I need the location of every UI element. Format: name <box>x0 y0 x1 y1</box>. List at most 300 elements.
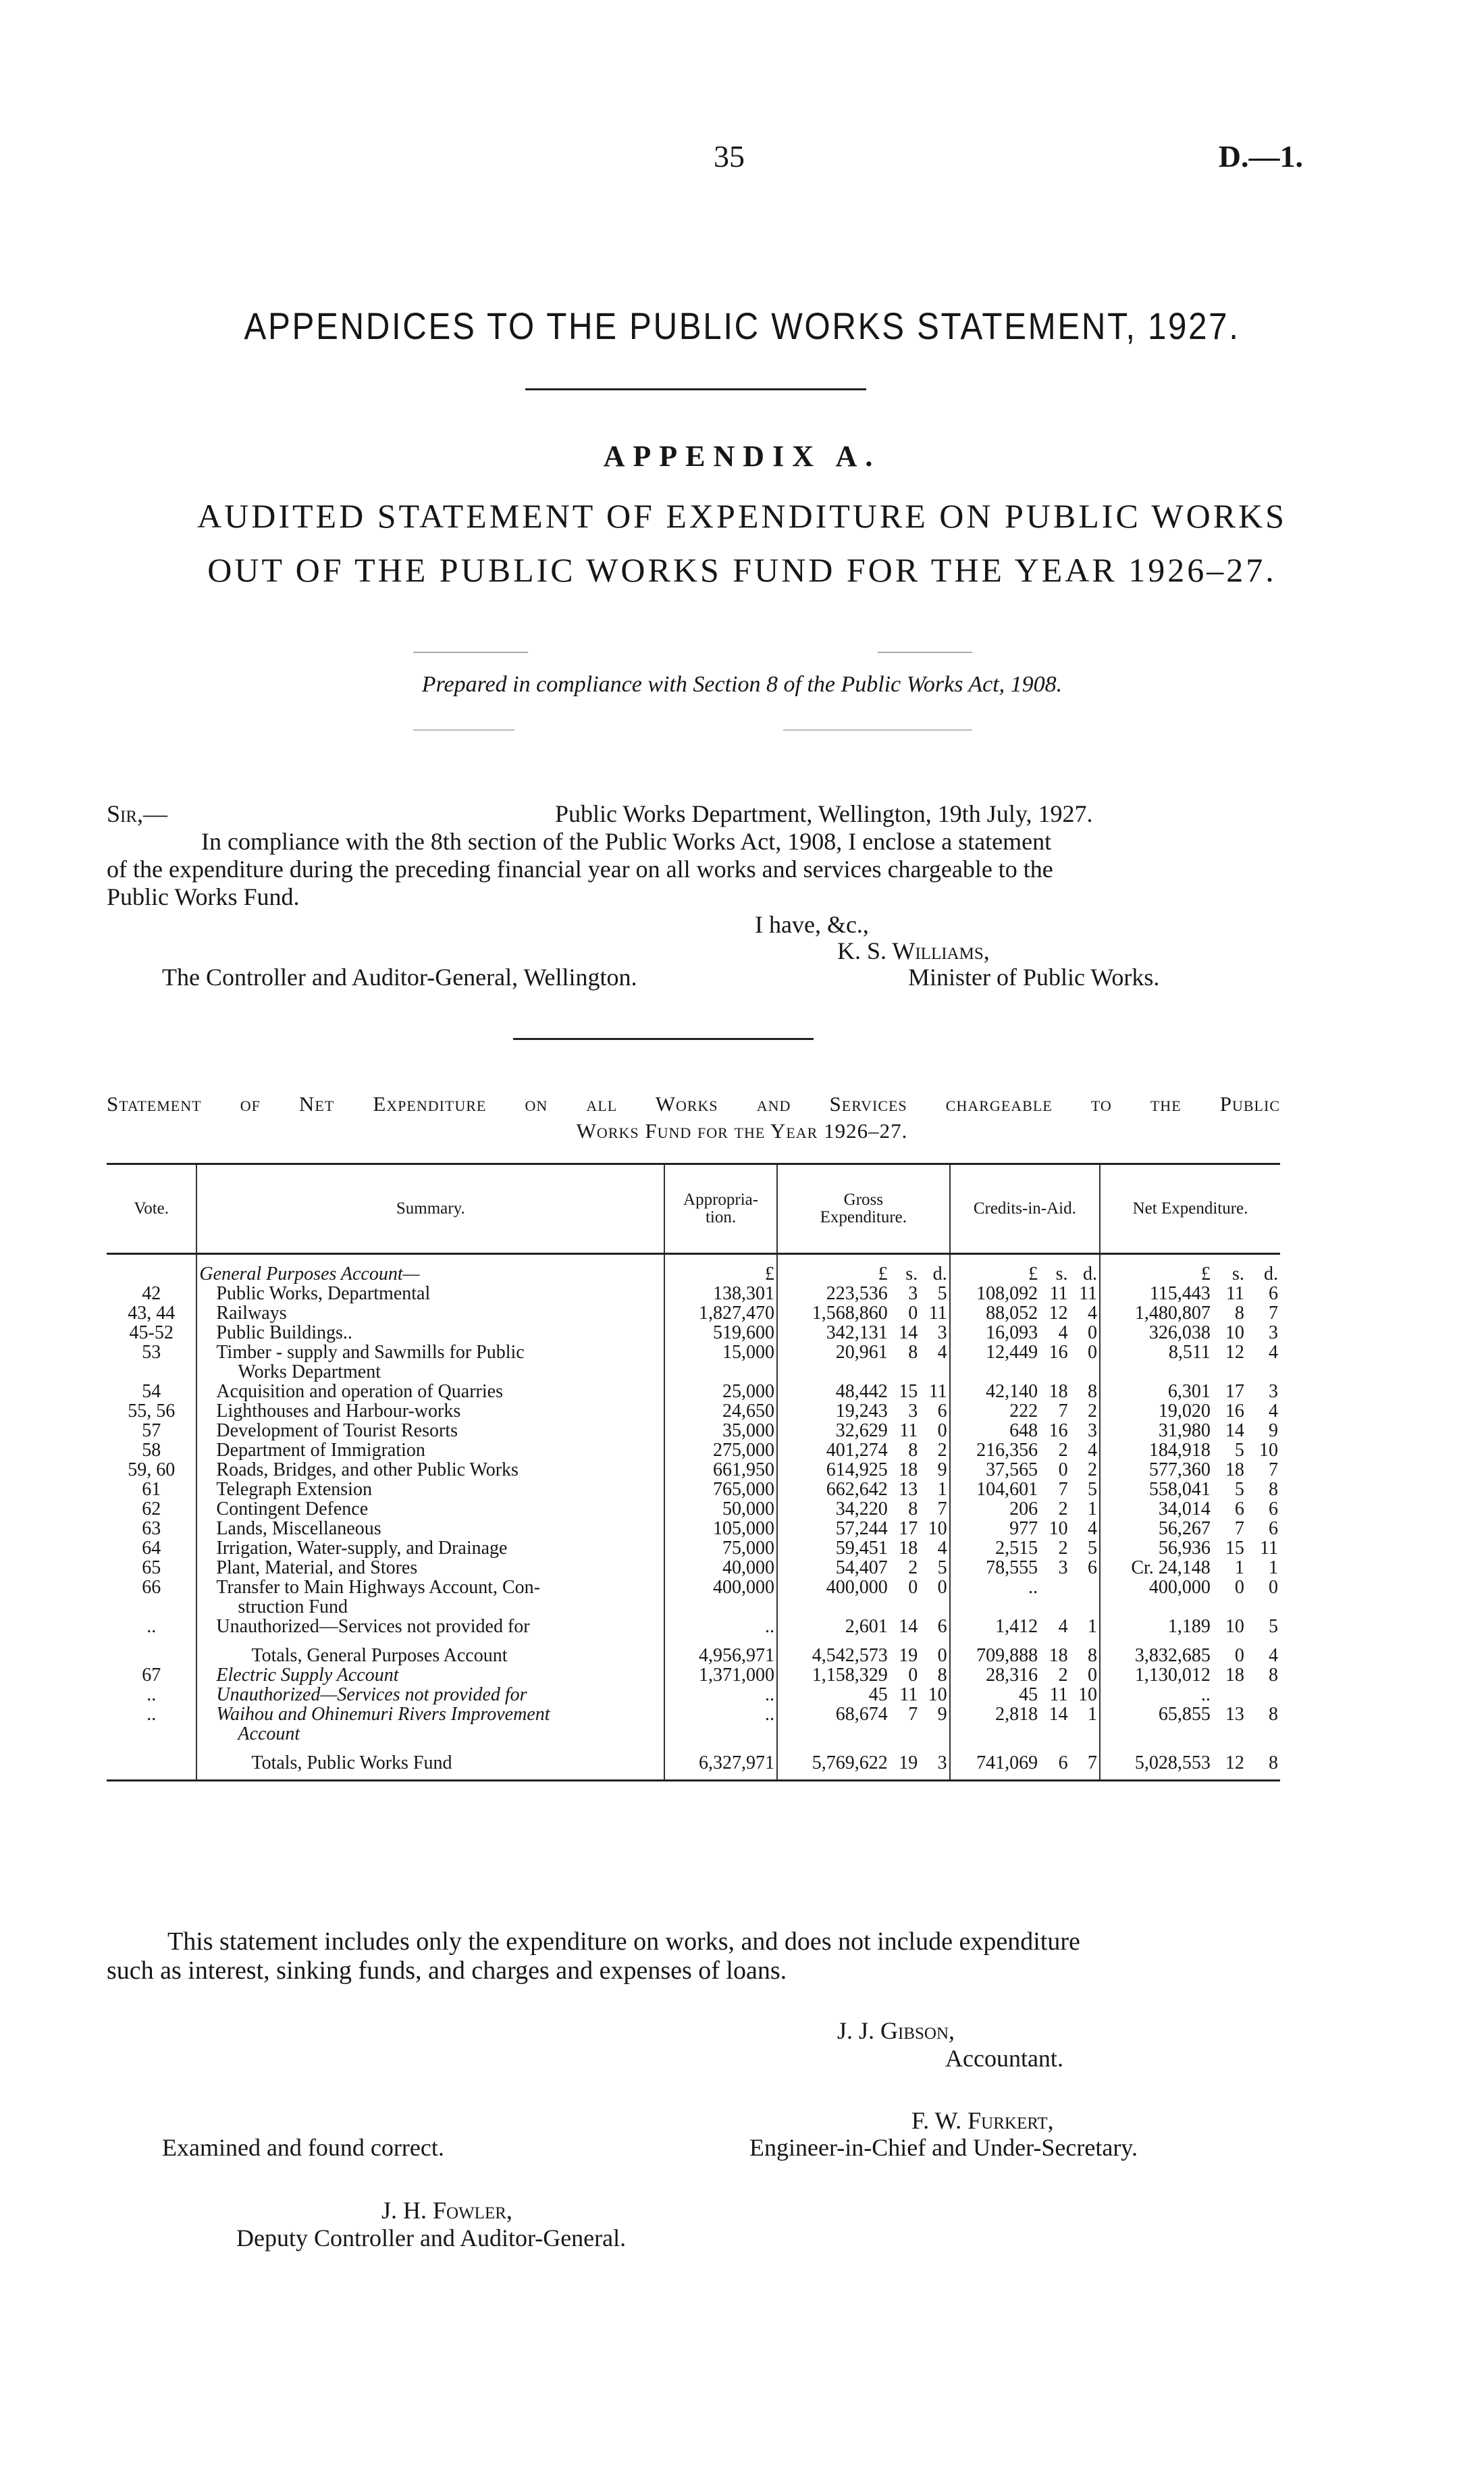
gross-pence-cell: 4 <box>920 1343 949 1382</box>
appropriation-cell: 15,000 <box>664 1343 777 1382</box>
letter-divider <box>513 1038 814 1040</box>
table-row <box>107 1519 1280 1538</box>
summary-cell <box>196 1704 664 1744</box>
header-net: Net Expenditure. <box>1100 1164 1280 1254</box>
unit-credits-d: d. <box>1070 1264 1100 1284</box>
appropriation-cell: 400,000 <box>664 1578 777 1617</box>
totals-fund-gross-s: 19 <box>890 1753 920 1781</box>
summary-text: Plant, Material, and Stores <box>216 1557 418 1578</box>
appropriation-cell: 75,000 <box>664 1538 777 1558</box>
credits-shillings-cell <box>1040 1578 1069 1617</box>
accountant-name: J. J. Gibson, <box>837 2017 955 2044</box>
summary-cell <box>196 1421 664 1440</box>
credits-pence-cell: 2 <box>1070 1460 1100 1480</box>
credits-shillings-cell: 7 <box>1058 1401 1068 1422</box>
vote-cell: 54 <box>107 1382 196 1401</box>
credits-pounds-cell: 12,449 <box>986 1342 1038 1363</box>
net-shillings-cell: 13 <box>1225 1704 1244 1725</box>
net-pounds-cell: 1,480,807 <box>1134 1303 1211 1324</box>
credits-pounds-cell: 78,555 <box>986 1557 1038 1578</box>
credits-pence-cell: 0 <box>1070 1665 1100 1685</box>
summary-text: Development of Tourist Resorts <box>216 1420 458 1441</box>
credits-pounds-cell: 216,356 <box>976 1440 1038 1461</box>
gross-pounds-cell: 34,220 <box>835 1499 888 1519</box>
gross-pounds-cell: 400,000 <box>826 1577 888 1598</box>
net-pounds-cell: Cr. 24,148 <box>1131 1557 1211 1578</box>
appropriation-cell: 24,650 <box>664 1401 777 1421</box>
credits-shillings-cell: 16 <box>1049 1420 1068 1441</box>
summary-cell <box>196 1665 664 1685</box>
totals-general-credits-s: 18 <box>1049 1645 1068 1666</box>
summary-text: Transfer to Main Highways Account, Con- <box>216 1577 541 1598</box>
credits-pounds-cell: 104,601 <box>976 1479 1038 1500</box>
credits-pounds-cell: 45 <box>1019 1684 1038 1705</box>
credits-pence-cell: 0 <box>1070 1343 1100 1382</box>
net-pounds-cell: 56,936 <box>1158 1538 1211 1559</box>
net-pence-cell: 8 <box>1269 1704 1278 1725</box>
gross-shillings-cell: 0 <box>908 1665 918 1686</box>
summary-cell <box>196 1440 664 1460</box>
letter-salutation: Sir,— <box>107 800 168 827</box>
summary-text-continued: struction Fund <box>238 1596 348 1617</box>
summary-cell <box>196 1323 664 1343</box>
gross-pounds-cell: 2,601 <box>845 1616 888 1637</box>
net-pounds-cell: 1,189 <box>1167 1616 1211 1637</box>
gross-pence-cell: 6 <box>920 1401 949 1421</box>
letter-addressee: The Controller and Auditor-General, Wellington. <box>162 964 637 991</box>
gross-pence-cell: 5 <box>920 1558 949 1578</box>
net-shillings-cell: 10 <box>1225 1616 1244 1637</box>
credits-pence-cell: 2 <box>1070 1401 1100 1421</box>
net-pounds-cell: 115,443 <box>1149 1283 1211 1304</box>
net-pence-cell: 6 <box>1269 1518 1278 1539</box>
gross-pence-cell: 2 <box>920 1440 949 1460</box>
table-row <box>107 1617 1280 1636</box>
gross-shillings-cell: 3 <box>908 1401 918 1422</box>
credits-pounds-cell: 977 <box>1009 1518 1038 1539</box>
gross-pence-cell: 5 <box>920 1284 949 1303</box>
appropriation-cell: 661,950 <box>664 1460 777 1480</box>
unit-gross-pounds: £ <box>878 1264 888 1284</box>
totals-fund-gross-pounds: 5,769,622 <box>777 1753 890 1781</box>
gross-shillings-cell: 2 <box>908 1557 918 1578</box>
gross-pounds-cell: 45 <box>868 1684 888 1705</box>
totals-general-net-s: 0 <box>1234 1645 1244 1666</box>
gross-pence-cell: 9 <box>920 1704 949 1744</box>
net-shillings-cell: 10 <box>1225 1322 1244 1343</box>
appropriation-cell: 1,371,000 <box>664 1665 777 1685</box>
credits-pounds-cell: 28,316 <box>986 1665 1038 1686</box>
appropriation-cell: 35,000 <box>664 1421 777 1440</box>
gross-pence-cell: 10 <box>920 1519 949 1538</box>
credits-pounds-cell: 88,052 <box>986 1303 1038 1324</box>
summary-cell <box>196 1499 664 1519</box>
summary-text: Public Buildings.. <box>216 1322 352 1343</box>
gross-pence-cell: 11 <box>920 1303 949 1323</box>
table-row <box>107 1538 1280 1558</box>
gross-pence-cell: 1 <box>920 1480 949 1499</box>
gross-pence-cell: 10 <box>920 1685 949 1704</box>
credits-shillings-cell: 4 <box>1058 1322 1068 1343</box>
net-shillings-cell: 15 <box>1225 1538 1244 1559</box>
credits-shillings-cell: 2 <box>1058 1538 1068 1559</box>
vote-cell: 55, 56 <box>107 1401 196 1421</box>
credits-shillings-cell: 16 <box>1049 1342 1068 1363</box>
statement-title-2: Works Fund for the Year 1926–27. <box>576 1119 908 1143</box>
totals-general-net-d: 4 <box>1269 1645 1278 1666</box>
net-pounds-cell: 6,301 <box>1167 1381 1211 1402</box>
summary-text: Irrigation, Water-supply, and Drainage <box>216 1538 508 1559</box>
appropriation-cell: 275,000 <box>664 1440 777 1460</box>
totals-general-gross-pounds: 4,542,573 <box>812 1645 888 1666</box>
net-pence-cell: 8 <box>1269 1479 1278 1500</box>
net-shillings-cell <box>1213 1685 1246 1704</box>
credits-pence-cell: 11 <box>1070 1284 1100 1303</box>
vote-cell: 45-52 <box>107 1323 196 1343</box>
table-row <box>107 1460 1280 1480</box>
net-pounds-cell: 8,511 <box>1168 1342 1211 1363</box>
vote-cell: 63 <box>107 1519 196 1538</box>
summary-cell <box>196 1617 664 1636</box>
faint-rule-right-2 <box>783 729 972 731</box>
net-shillings-cell: 7 <box>1234 1518 1244 1539</box>
totals-fund-row <box>107 1753 1280 1781</box>
summary-text: Timber - supply and Sawmills for Public <box>216 1342 525 1363</box>
summary-cell <box>196 1401 664 1421</box>
summary-cell <box>196 1538 664 1558</box>
heading-line-1: AUDITED STATEMENT OF EXPENDITURE ON PUBLIC WORKS <box>197 497 1287 535</box>
credits-pence-cell: 10 <box>1070 1685 1100 1704</box>
summary-cell <box>196 1303 664 1323</box>
net-pence-cell: 10 <box>1259 1440 1278 1461</box>
table-row <box>107 1303 1280 1323</box>
credits-shillings-cell: 2 <box>1058 1665 1068 1686</box>
credits-pence-cell: 5 <box>1070 1480 1100 1499</box>
gross-pounds-cell: 401,274 <box>826 1440 888 1461</box>
summary-cell <box>196 1578 664 1617</box>
credits-pence-cell: 1 <box>1070 1704 1100 1744</box>
gross-pence-cell: 11 <box>920 1382 949 1401</box>
expenditure-table <box>107 1163 1280 1781</box>
table-row <box>107 1323 1280 1343</box>
net-pounds-cell: .. <box>1200 1684 1211 1705</box>
vote-cell: 53 <box>107 1343 196 1382</box>
credits-shillings-cell: 2 <box>1058 1499 1068 1519</box>
vote-cell: .. <box>107 1685 196 1704</box>
table-row <box>107 1665 1280 1685</box>
letter-body-3: Public Works Fund. <box>107 883 300 910</box>
vote-cell: 57 <box>107 1421 196 1440</box>
credits-shillings-cell: 14 <box>1049 1704 1068 1725</box>
appendix-label: APPENDIX A. <box>603 440 881 473</box>
credits-pence-cell: 4 <box>1070 1303 1100 1323</box>
appropriation-cell: 25,000 <box>664 1382 777 1401</box>
summary-text: Roads, Bridges, and other Public Works <box>216 1459 519 1480</box>
faint-rule-left-2 <box>413 729 514 731</box>
totals-general-gross-s: 19 <box>899 1645 918 1666</box>
net-shillings-cell: 12 <box>1225 1342 1244 1363</box>
table-row <box>107 1440 1280 1460</box>
credits-shillings-cell: 3 <box>1058 1557 1068 1578</box>
net-shillings-cell: 14 <box>1225 1420 1244 1441</box>
totals-general-approp: 4,956,971 <box>664 1646 777 1665</box>
table-units-row <box>107 1264 1280 1284</box>
credits-pence-cell: 3 <box>1070 1421 1100 1440</box>
vote-cell: 64 <box>107 1538 196 1558</box>
gross-pounds-cell: 19,243 <box>835 1401 888 1422</box>
header-credits: Credits-in-Aid. <box>950 1164 1100 1254</box>
summary-text: Electric Supply Account <box>216 1665 399 1686</box>
gross-pounds-cell: 223,536 <box>826 1283 888 1304</box>
net-shillings-cell: 18 <box>1225 1459 1244 1480</box>
prepared-note: Prepared in compliance with Section 8 of the Public Works Act, 1908. <box>421 672 1063 697</box>
credits-shillings-cell: 18 <box>1049 1381 1068 1402</box>
heading-line-2: OUT OF THE PUBLIC WORKS FUND FOR THE YEAR 1926–27. <box>207 551 1277 589</box>
net-pence-cell: 5 <box>1269 1616 1278 1637</box>
table-row <box>107 1284 1280 1303</box>
gross-pounds-cell: 32,629 <box>835 1420 888 1441</box>
totals-general-credits-d: 8 <box>1070 1646 1100 1665</box>
summary-text: Railways <box>216 1303 287 1324</box>
credits-pounds-cell: 2,515 <box>995 1538 1038 1559</box>
gross-shillings-cell: 7 <box>908 1704 918 1725</box>
net-pence-cell: 11 <box>1260 1538 1278 1559</box>
credits-pounds-cell: 206 <box>1009 1499 1038 1519</box>
credits-pence-cell: 1 <box>1070 1617 1100 1636</box>
unit-net-s: s. <box>1231 1264 1244 1284</box>
unit-gross-d: d. <box>920 1264 949 1284</box>
gross-shillings-cell: 11 <box>899 1684 918 1705</box>
unit-approp: £ <box>664 1264 777 1284</box>
gross-pence-cell: 6 <box>920 1617 949 1636</box>
totals-general-credits-pounds: 709,888 <box>976 1645 1038 1666</box>
net-shillings-cell: 11 <box>1225 1283 1244 1304</box>
gross-pounds-cell: 59,451 <box>835 1538 888 1559</box>
net-pounds-cell: 65,855 <box>1158 1704 1211 1725</box>
vote-cell: 67 <box>107 1665 196 1685</box>
credits-pence-cell: 4 <box>1070 1519 1100 1538</box>
letter-body-2: of the expenditure during the preceding financial year on all works and services chargeable to the <box>107 856 1053 883</box>
credits-shillings-cell: 7 <box>1058 1479 1068 1500</box>
totals-fund-credits-pounds: 741,069 <box>950 1753 1040 1781</box>
net-pounds-cell: 184,918 <box>1148 1440 1211 1461</box>
unit-net-d: d. <box>1264 1264 1278 1284</box>
totals-fund-credits-s: 6 <box>1040 1753 1069 1781</box>
summary-text: Department of Immigration <box>216 1440 425 1461</box>
credits-shillings-cell: 4 <box>1058 1616 1068 1637</box>
gross-pounds-cell: 1,158,329 <box>812 1665 888 1686</box>
letter-place-date: Public Works Department, Wellington, 19th July, 1927. <box>555 800 1093 827</box>
gross-shillings-cell: 18 <box>899 1459 918 1480</box>
summary-cell <box>196 1460 664 1480</box>
gross-shillings-cell: 15 <box>899 1381 918 1402</box>
credits-pence-cell: 5 <box>1070 1538 1100 1558</box>
vote-cell: .. <box>107 1617 196 1636</box>
note-line-2: such as interest, sinking funds, and charges and expenses of loans. <box>107 1956 787 1985</box>
appropriation-cell: 138,301 <box>664 1284 777 1303</box>
header-gross: Gross Expenditure. <box>777 1164 950 1254</box>
net-pounds-cell: 1,130,012 <box>1134 1665 1211 1686</box>
page-number: 35 <box>714 139 745 174</box>
gross-pence-cell: 0 <box>920 1421 949 1440</box>
table-row <box>107 1401 1280 1421</box>
table-row <box>107 1480 1280 1499</box>
gross-pounds-cell: 614,925 <box>826 1459 888 1480</box>
net-pounds-cell: 56,267 <box>1158 1518 1211 1539</box>
unit-credits-s: s. <box>1055 1264 1068 1284</box>
title-divider <box>525 388 866 390</box>
header-appropriation: Appropria- tion. <box>664 1164 777 1254</box>
gross-shillings-cell: 3 <box>908 1283 918 1304</box>
appropriation-cell: 105,000 <box>664 1519 777 1538</box>
credits-pounds-cell: 16,093 <box>986 1322 1038 1343</box>
summary-cell <box>196 1558 664 1578</box>
credits-shillings-cell: 12 <box>1049 1303 1068 1324</box>
appropriation-cell: .. <box>664 1617 777 1636</box>
table-row <box>107 1343 1280 1382</box>
vote-cell: .. <box>107 1704 196 1744</box>
vote-cell: 42 <box>107 1284 196 1303</box>
paper-reference: D.—1. <box>1218 139 1303 174</box>
table-row <box>107 1421 1280 1440</box>
table-row <box>107 1578 1280 1617</box>
header-vote: Vote. <box>107 1164 196 1254</box>
summary-text: Telegraph Extension <box>216 1479 372 1500</box>
gross-shillings-cell: 11 <box>899 1420 918 1441</box>
vote-cell: 66 <box>107 1578 196 1617</box>
gross-pounds-cell: 57,244 <box>835 1518 888 1539</box>
statement-title-1: Statement of Net Expenditure on all Works and Services chargeable to the Public <box>107 1092 1280 1116</box>
credits-shillings-cell: 10 <box>1049 1518 1068 1539</box>
totals-fund-label: Totals, Public Works Fund <box>196 1753 664 1781</box>
letter-closing: I have, &c., <box>755 911 869 938</box>
examined-note: Examined and found correct. <box>162 2134 444 2161</box>
table-row <box>107 1685 1280 1704</box>
summary-cell <box>196 1343 664 1382</box>
table-body-main <box>107 1284 1280 1636</box>
totals-fund-net-d: 8 <box>1246 1753 1280 1781</box>
gross-pence-cell: 7 <box>920 1499 949 1519</box>
summary-text: Acquisition and operation of Quarries <box>216 1381 503 1402</box>
net-shillings-cell: 0 <box>1234 1577 1244 1598</box>
gross-pounds-cell: 662,642 <box>826 1479 888 1500</box>
net-pence-cell: 9 <box>1269 1420 1278 1441</box>
gross-pounds-cell: 20,961 <box>835 1342 888 1363</box>
summary-text: Waihou and Ohinemuri Rivers Improvement <box>216 1704 550 1725</box>
totals-fund-net-s: 12 <box>1213 1753 1246 1781</box>
net-shillings-cell: 17 <box>1225 1381 1244 1402</box>
net-pence-cell <box>1246 1685 1280 1704</box>
letter-signatory-name: K. S. Williams, <box>837 937 990 964</box>
letter-signatory-title: Minister of Public Works. <box>908 964 1160 991</box>
letter-body-1: In compliance with the 8th section of the Public Works Act, 1908, I enclose a statement <box>201 828 1052 855</box>
gross-pence-cell: 9 <box>920 1460 949 1480</box>
gross-shillings-cell: 18 <box>899 1538 918 1559</box>
appropriation-cell: 40,000 <box>664 1558 777 1578</box>
faint-rule-left <box>413 652 528 653</box>
note-line-1: This statement includes only the expenditure on works, and does not include expenditure <box>167 1927 1080 1956</box>
credits-pounds-cell: 108,092 <box>976 1283 1038 1304</box>
net-pounds-cell: 34,014 <box>1158 1499 1211 1519</box>
summary-text-continued: Works Department <box>238 1361 381 1382</box>
summary-cell <box>196 1480 664 1499</box>
vote-cell: 58 <box>107 1440 196 1460</box>
credits-pounds-cell: .. <box>1028 1577 1038 1598</box>
accountant-title: Accountant. <box>945 2045 1063 2072</box>
gross-shillings-cell: 14 <box>899 1322 918 1343</box>
net-shillings-cell: 1 <box>1234 1557 1244 1578</box>
totals-fund-gross-d: 3 <box>920 1753 949 1781</box>
engineer-title: Engineer-in-Chief and Under-Secretary. <box>749 2134 1138 2161</box>
table-row <box>107 1382 1280 1401</box>
net-pounds-cell: 400,000 <box>1148 1577 1211 1598</box>
net-pence-cell: 7 <box>1269 1303 1278 1324</box>
net-pence-cell: 4 <box>1269 1342 1278 1363</box>
gross-shillings-cell: 8 <box>908 1499 918 1519</box>
appropriation-cell: .. <box>664 1685 777 1704</box>
net-pence-cell: 4 <box>1269 1401 1278 1422</box>
net-pounds-cell: 326,038 <box>1148 1322 1211 1343</box>
gross-shillings-cell: 13 <box>899 1479 918 1500</box>
summary-cell <box>196 1284 664 1303</box>
totals-fund-credits-d: 7 <box>1070 1753 1100 1781</box>
credits-pence-cell: 4 <box>1070 1440 1100 1460</box>
summary-text: Unauthorized—Services not provided for <box>216 1616 530 1637</box>
credits-pounds-cell: 1,412 <box>995 1616 1038 1637</box>
totals-fund-net-pounds: 5,028,553 <box>1100 1753 1213 1781</box>
vote-cell: 59, 60 <box>107 1460 196 1480</box>
net-shillings-cell: 5 <box>1234 1479 1244 1500</box>
auditor-title: Deputy Controller and Auditor-General. <box>236 2224 627 2251</box>
net-pence-cell: 1 <box>1269 1557 1278 1578</box>
credits-pence-cell: 1 <box>1070 1499 1100 1519</box>
gross-pounds-cell: 68,674 <box>835 1704 888 1725</box>
summary-cell <box>196 1685 664 1704</box>
vote-cell: 43, 44 <box>107 1303 196 1323</box>
gross-shillings-cell: 8 <box>908 1440 918 1461</box>
appropriation-cell: .. <box>664 1704 777 1744</box>
gross-pounds-cell: 48,442 <box>835 1381 888 1402</box>
gross-pounds-cell: 1,568,860 <box>812 1303 888 1324</box>
appropriation-cell: 50,000 <box>664 1499 777 1519</box>
credits-pence-cell: 0 <box>1070 1323 1100 1343</box>
gross-shillings-cell: 14 <box>899 1616 918 1637</box>
credits-pence-cell: 6 <box>1070 1558 1100 1578</box>
faint-rule-right <box>878 652 972 653</box>
gross-pence-cell: 4 <box>920 1538 949 1558</box>
net-pence-cell: 8 <box>1269 1665 1278 1686</box>
gross-pounds-cell: 342,131 <box>826 1322 888 1343</box>
gross-pence-cell: 3 <box>920 1323 949 1343</box>
net-pence-cell: 6 <box>1269 1283 1278 1304</box>
unit-net-pounds: £ <box>1200 1264 1211 1284</box>
net-pounds-cell: 577,360 <box>1148 1459 1211 1480</box>
table-row <box>107 1704 1280 1744</box>
vote-cell: 62 <box>107 1499 196 1519</box>
summary-text: Public Works, Departmental <box>216 1283 431 1304</box>
credits-shillings-cell: 0 <box>1058 1459 1068 1480</box>
net-shillings-cell: 6 <box>1234 1499 1244 1519</box>
summary-text: Lands, Miscellaneous <box>216 1518 381 1539</box>
gross-pence-cell: 0 <box>920 1578 949 1617</box>
summary-text: Unauthorized—Services not provided for <box>216 1684 527 1705</box>
net-shillings-cell: 18 <box>1225 1665 1244 1686</box>
gross-pence-cell: 8 <box>920 1665 949 1685</box>
engineer-name: F. W. Furkert, <box>911 2107 1054 2134</box>
table-body-extra <box>107 1665 1280 1744</box>
totals-general-label: Totals, General Purposes Account <box>196 1646 664 1665</box>
gross-shillings-cell: 0 <box>908 1303 918 1324</box>
